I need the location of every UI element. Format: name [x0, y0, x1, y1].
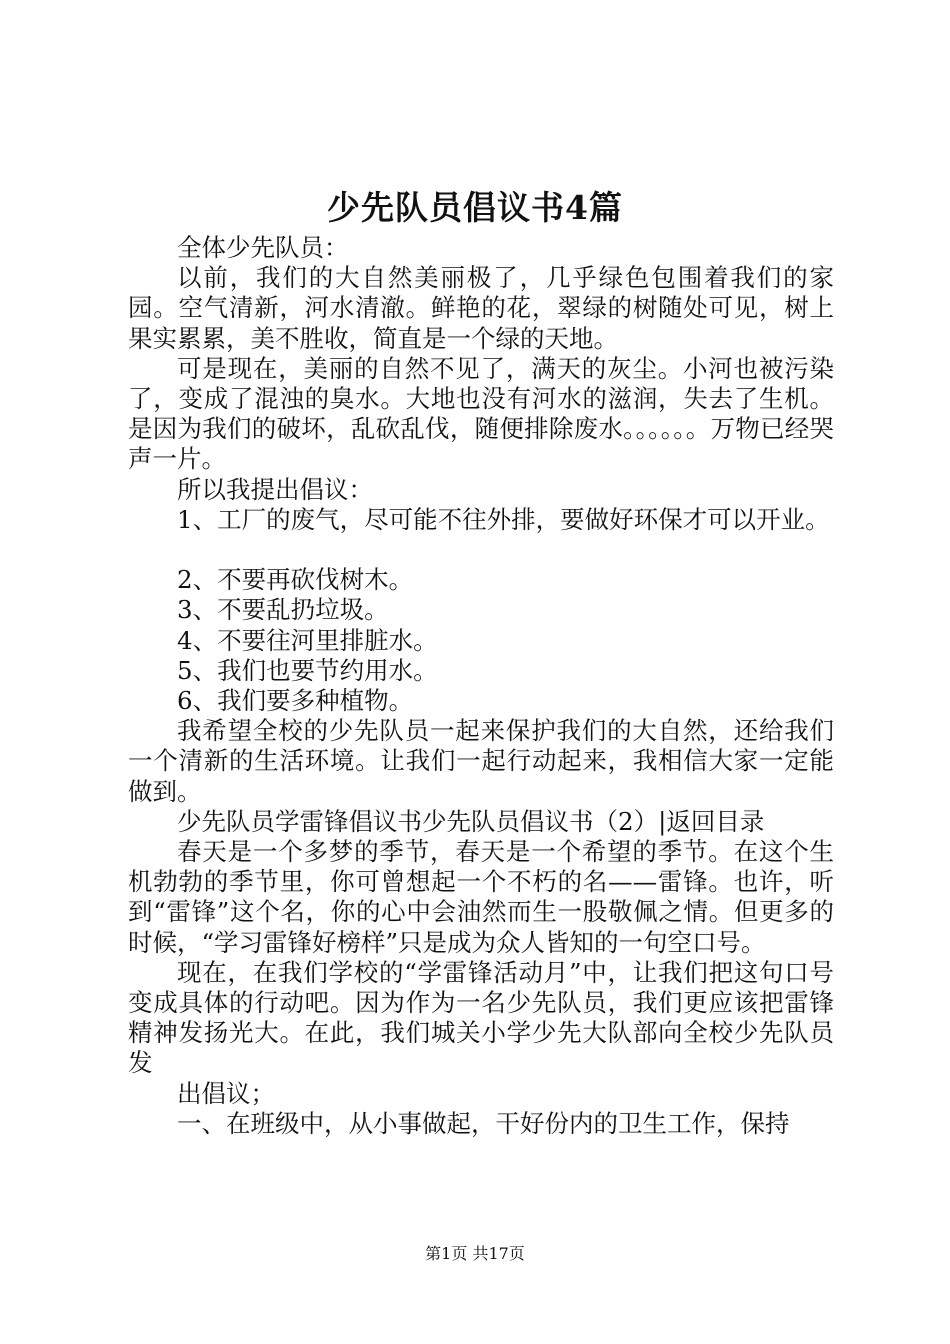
paragraph: 可是现在，美丽的自然不见了，满天的灰尘。小河也被污染了，变成了混浊的臭水。大地也没有河水的滋润，失去了生机。是因为我们的破坏，乱砍乱伐，随便排除废水。。。。。。万物已经哭声一片。	[128, 353, 834, 474]
paragraph: 以前，我们的大自然美丽极了，几乎绿色包围着我们的家园。空气清新，河水清澈。鲜艳的花，翠绿的树随处可见，树上果实累累，美不胜收，简直是一个绿的天地。	[128, 263, 834, 353]
proposal-item: 4、不要往河里排脏水。	[177, 625, 438, 655]
salutation: 全体少先队员：	[177, 233, 349, 262]
section-heading: 少先队员学雷锋倡议书少先队员倡议书（2）|返回目录	[177, 806, 765, 836]
document-title: 少先队员倡议书4篇	[327, 188, 623, 227]
paragraph: 出倡议；	[177, 1078, 275, 1108]
proposal-item: 3、不要乱扔垃圾。	[177, 595, 389, 625]
page-number-footer: 第1页 共17页	[425, 1244, 525, 1263]
paragraph: 所以我提出倡议：	[177, 474, 373, 504]
paragraph: 现在，在我们学校的“学雷锋活动月”中，让我们把这句口号变成具体的行动吧。因为作为一名少先队员，我们更应该把雷锋精神发扬光大。在此，我们城关小学少先大队部向全校少先队员发	[128, 957, 834, 1078]
paragraph: 我希望全校的少先队员一起来保护我们的大自然，还给我们一个清新的生活环境。让我们一起行动起来，我相信大家一定能做到。	[128, 716, 834, 806]
proposal-item: 5、我们也要节约用水。	[177, 655, 438, 685]
proposal-item: 1、工厂的废气，尽可能不往外排，要做好环保才可以开业。	[177, 504, 830, 534]
paragraph: 一、在班级中，从小事做起，干好份内的卫生工作，保持	[177, 1108, 790, 1138]
proposal-item: 6、我们要多种植物。	[177, 686, 414, 716]
paragraph: 春天是一个多梦的季节，春天是一个希望的季节。在这个生机勃勃的季节里，你可曾想起一个不朽的名——雷锋。也许，听到“雷锋”这个名，你的心中会油然而生一股敬佩之情。但更多的时候，“学习雷锋好榜样”只是成为众人皆知的一句空口号。	[128, 837, 834, 957]
document-body	[128, 233, 834, 1139]
proposal-item: 2、不要再砍伐树木。	[177, 565, 414, 595]
blank-line	[128, 535, 834, 565]
